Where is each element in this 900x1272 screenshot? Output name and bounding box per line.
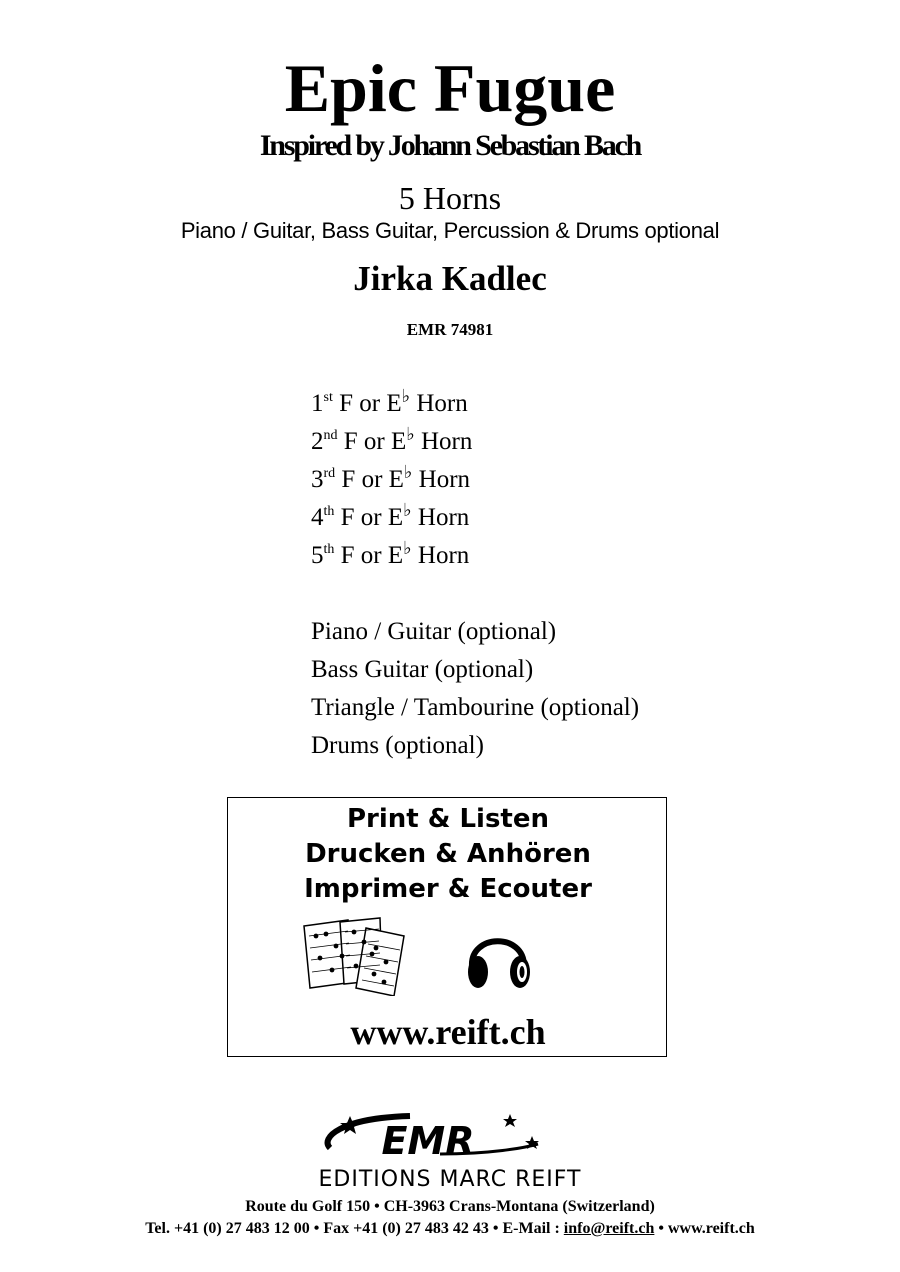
part-4: 4th F or E♭ Horn xyxy=(311,500,470,531)
part-5: 5th F or E♭ Horn xyxy=(311,538,470,569)
optional-part-drums: Drums (optional) xyxy=(311,732,484,759)
optional-instruments: Piano / Guitar, Bass Guitar, Percussion & Drums optional xyxy=(180,218,720,243)
subtitle: Inspired by Johann Sebastian Bach xyxy=(259,129,641,162)
emr-logo xyxy=(310,1108,550,1164)
composer: Jirka Kadlec xyxy=(353,259,547,298)
publisher-contact: Tel. +41 (0) 27 483 12 00 • Fax +41 (0) 27 483 42 43 • E-Mail : info@reift.ch • www.reift.ch xyxy=(145,1220,755,1237)
optional-part-bass: Bass Guitar (optional) xyxy=(311,656,534,683)
email-link[interactable]: info@reift.ch xyxy=(563,1220,655,1237)
headphones-icon xyxy=(464,922,534,994)
part-2: 2nd F or E♭ Horn xyxy=(311,424,473,455)
website-link[interactable]: www.reift.ch xyxy=(350,1012,546,1052)
optional-part-percussion: Triangle / Tambourine (optional) xyxy=(311,694,640,721)
svg-text:EMR: EMR xyxy=(381,1119,475,1163)
part-1: 1st F or E♭ Horn xyxy=(311,386,468,417)
promo-line-en: Print & Listen xyxy=(346,804,550,834)
instrumentation: 5 Horns xyxy=(398,180,502,216)
print-listen-box xyxy=(227,797,667,1057)
sheet-music-icon xyxy=(300,916,412,996)
part-3: 3rd F or E♭ Horn xyxy=(311,462,471,493)
optional-part-piano: Piano / Guitar (optional) xyxy=(311,618,557,645)
promo-line-fr: Imprimer & Ecouter xyxy=(304,874,592,904)
title: Epic Fugue xyxy=(284,50,616,126)
promo-line-de: Drucken & Anhören xyxy=(305,839,591,869)
catalog-number: EMR 74981 xyxy=(406,320,494,339)
publisher-address: Route du Golf 150 • CH-3963 Crans-Montana (Switzerland) xyxy=(245,1198,655,1215)
publisher-name: EDITIONS MARC REIFT xyxy=(318,1167,582,1192)
